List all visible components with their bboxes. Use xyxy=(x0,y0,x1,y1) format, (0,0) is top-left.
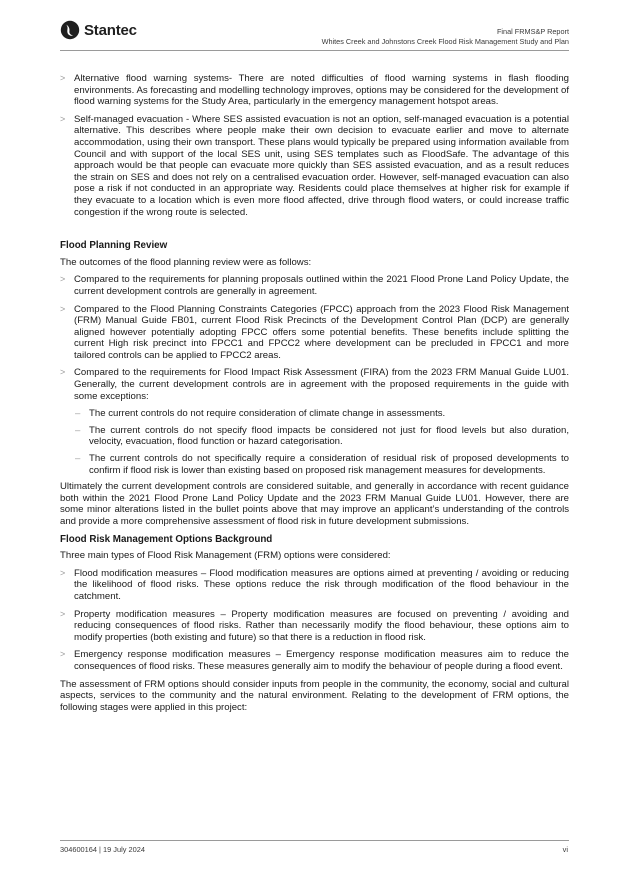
bullet-text: Alternative flood warning systems- There are noted difficulties of flood warning systems in flash flooding environments. As forecasting and modelling technology improves, options may be considered for the development of flood warning systems for the Study Area, particularly in the emergency management hotspot areas. xyxy=(74,73,569,108)
sub-bullet-marker: – xyxy=(75,453,81,465)
bullet-item xyxy=(60,73,569,108)
header-divider xyxy=(60,50,569,51)
bullet-marker: > xyxy=(60,649,66,660)
bullet-marker: > xyxy=(60,608,66,619)
bullet-item xyxy=(60,114,569,218)
bullet-text: Self-managed evacuation - Where SES assisted evacuation is not an option, self-managed evacuation is a potential alternative. This describes where people make their own decision to evacuate earlier and move to alternate accommodation, using their own transport. These plans would typically be prepared using information available from Council and with support of the local SES unit, using SES templates such as FloodSafe. The advantage of this approach would be that people can evacuate more quickly than SES assisted evacuation, and as a result reduces the strain on SES and does not rely on a centralised evacuation order. However, self-managed evacuation can also pose a risk if not conducted in an appropriate way. Residents could place themselves at higher risk for example if they evacuate to a location which is even more flood affected, drive through flood waters, or could increase traffic congestion if the wrong route is selected. xyxy=(74,113,569,218)
section-heading-frm-options: Flood Risk Management Options Background xyxy=(60,533,273,545)
bullet-marker: > xyxy=(60,303,66,314)
page-header xyxy=(0,0,628,60)
paragraph: Ultimately the current development controls are considered suitable, and generally in accordance with recent guidance both within the 2021 Flood Prone Land Policy Update and the 2023 FRM Manual Guide LU01. However, there are some minor alterations listed in the bullet points above that may improve an applicant’s understanding of the controls and provide a more comprehensive assessment of flood risk in future development submissions. xyxy=(60,481,569,527)
bullet-item xyxy=(60,568,569,603)
bullet-item xyxy=(60,649,569,672)
sub-bullet-item xyxy=(60,425,569,448)
bullet-marker: > xyxy=(60,73,66,83)
bullet-item xyxy=(60,304,569,362)
footer-page-number: vi xyxy=(562,845,568,854)
stantec-logo xyxy=(60,20,137,40)
sub-bullet-marker: – xyxy=(75,408,81,420)
bullet-text: Compared to the requirements for planning proposals outlined within the 2021 Flood Prone Land Policy Update, the current development controls are generally in agreement. xyxy=(74,274,569,297)
bullet-text: Compared to the Flood Planning Constraints Categories (FPCC) approach from the 2023 Flood Risk Management (FRM) Manual Guide FB01, current Flood Risk Precincts of the Development Control Plan (DCP) are generally aligned however potentially adopting FPCC offers some potential benefits. These benefits include splitting the current High risk precinct into FPCC1 and FPCC2 where development can be precluded in FPCC1 and more tailored controls can be applied to FPCC2 areas. xyxy=(74,303,569,361)
bullet-text: Flood modification measures – Flood modification measures are options aimed at preventing / avoiding or reducing the likelihood of flood risks. These options reduce the risk through modification of the flood behaviour in the catchment. xyxy=(74,567,569,602)
paragraph: The assessment of FRM options should consider inputs from people in the community, the economy, social and cultural aspects, services to the community and the natural environment. Relating to the development of FRM options, the following stages were applied in this project: xyxy=(60,678,569,713)
page-body xyxy=(60,73,569,719)
bullet-item xyxy=(60,609,569,644)
report-title: Final FRMS&P Report xyxy=(496,27,569,36)
report-subtitle: Whites Creek and Johnstons Creek Flood Risk Management Study and Plan xyxy=(321,37,569,46)
section-heading-flood-planning: Flood Planning Review xyxy=(60,240,168,252)
logo-wordmark: Stantec xyxy=(84,21,137,39)
bullet-text: Property modification measures – Property modification measures are focused on preventing / avoiding and reducing consequences of flood risks. Rather than necessarily modify the flood behaviour, these options aim to modify properties (both existing and future) so that there is a reduction in flood risk. xyxy=(74,608,569,643)
bullet-text: Compared to the requirements for Flood Impact Risk Assessment (FIRA) from the 2023 FRM Manual Guide LU01. Generally, the current development controls are in agreement with the proposed requirements in the guide with some exceptions: xyxy=(74,367,569,402)
sub-bullet-marker: – xyxy=(75,424,81,436)
sub-bullet-text: The current controls do not specify flood impacts be considered not just for flood levels but also duration, velocity, evacuation, flood function or hazard categorisation. xyxy=(89,424,569,448)
footer-divider xyxy=(60,840,569,841)
bullet-marker: > xyxy=(60,274,66,285)
paragraph: Three main types of Flood Risk Management (FRM) options were considered: xyxy=(60,550,391,562)
sub-bullet-item xyxy=(60,408,569,420)
footer-doc-ref: 304600164 | 19 July 2024 xyxy=(60,845,145,854)
report-header-info xyxy=(322,27,569,47)
bullet-text: Emergency response modification measures – Emergency response modification measures aim to reduce the consequences of flood risks. These measures generally aim to modify the behaviour of people during a flood event. xyxy=(74,649,569,672)
paragraph: The outcomes of the flood planning review were as follows: xyxy=(60,256,312,268)
bullet-item xyxy=(60,367,569,402)
sub-bullet-text: The current controls do not specifically require a consideration of residual risk of proposed developments to confirm if flood risk is lower than existing based on proposed risk management measures for developments. xyxy=(89,453,569,476)
bullet-marker: > xyxy=(60,113,66,124)
bullet-item xyxy=(60,274,569,297)
bullet-marker: > xyxy=(60,567,66,578)
stantec-logo-icon xyxy=(60,20,80,40)
sub-bullet-item xyxy=(60,453,569,476)
bullet-marker: > xyxy=(60,367,66,378)
sub-bullet-text: The current controls do not require consideration of climate change in assessments. xyxy=(89,408,446,420)
